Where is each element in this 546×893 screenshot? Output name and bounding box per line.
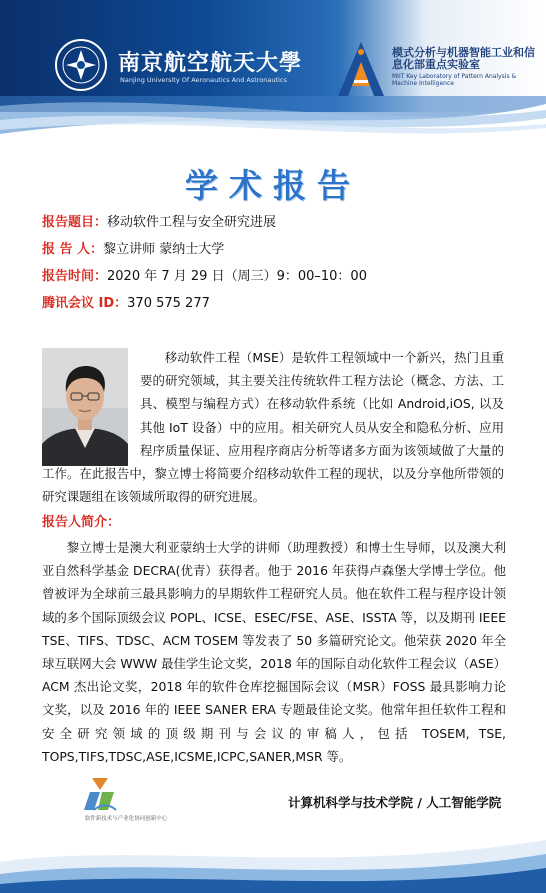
photo-spacer (42, 346, 140, 462)
info-label: 报 告 人： (42, 242, 104, 257)
info-row-time (42, 265, 522, 292)
footer-wave (0, 832, 546, 893)
info-label: 报告时间： (42, 269, 108, 284)
abstract-text: 移动软件工程（MSE）是软件工程领域中一个新兴，热门且重要的研究领域，其主要关注传统软件工程方法论（概念、方法、工具、模型与编程方式）在移动软件系统（比如 Android,iOS, 以及其他 IoT 设备）中的应用。相关研究人员从安全和隐私分析、应用程序质量保证、应用程序商店分析等诸多方面为该领域做了大量的工作。在此报告中，黎立博士将简要介绍移动软件工程的现状，以及分享他所带领的研究课题组在该领域所取得的研究进展。 (42, 350, 504, 505)
lab-name-en: MIIT Key Laboratory of Pattern Analysis & Machine Intelligence (392, 73, 517, 87)
talk-abstract (42, 346, 504, 508)
info-value: 移动软件工程与安全研究进展 (107, 215, 277, 230)
lab-name-cn: 模式分析与机器智能工业和信息化部重点实验室 (392, 46, 535, 71)
info-label: 腾讯会议 ID： (42, 296, 128, 311)
info-row-meeting-id (42, 292, 522, 319)
info-row-topic (42, 211, 522, 238)
innovation-center-caption: 软件新技术与产业化协同创新中心 (84, 816, 168, 822)
info-value: 2020 年 7 月 29 日（周三）9：00–10：00 (107, 269, 367, 284)
header-swoosh (0, 96, 546, 156)
university-name-en: Nanjing University Of Aeronautics And Astronautics (120, 76, 287, 84)
info-row-speaker (42, 238, 522, 265)
university-name-cn: 南京航空航天大學 (118, 50, 303, 76)
info-label: 报告题目： (42, 215, 108, 230)
university-seal-icon (54, 38, 108, 92)
info-value: 370 575 277 (127, 296, 210, 311)
poster-title: 学术报告 (185, 166, 361, 205)
lab-logo-icon (336, 40, 386, 98)
talk-info (42, 211, 522, 319)
info-value: 黎立讲师 蒙纳士大学 (103, 242, 225, 257)
bio-heading: 报告人简介： (42, 515, 121, 530)
department-name: 计算机科学与技术学院 / 人工智能学院 (288, 795, 502, 810)
speaker-bio: 黎立博士是澳大利亚蒙纳士大学的讲师（助理教授）和博士生导师，以及澳大利亚自然科学基金 DECRA(优青）获得者。他于 2016 年获得卢森堡大学博士学位。他曾被评为全球前三最具影响力的早期软件工程研究人员。他在软件工程与程序设计领域的多个国际顶级会议 POPL、ICSE、ESEC/FSE、ASE、ISSTA 等，以及期刊 IEEE TSE、TIFS、TDSC、ACM TOSEM 等发表了 50 多篇研究论文。他荣获 2020 年全球互联网大会 WWW 最佳学生论文奖，2018 年的国际自动化软件工程会议（ASE）ACM 杰出论文奖，2018 年的软件仓库挖掘国际会议（MSR）FOSS 最具影响力论文奖，以及 2016 年的 IEEE SANER ERA 专题最佳论文奖。他常年担任软件工程和安全研究领域的顶级期刊与会议的审稿人，包括 TOSEM, TSE, TOPS,TIFS,TDSC,ASE,ICSME,ICPC,SANER,MSR 等。 (42, 540, 506, 764)
